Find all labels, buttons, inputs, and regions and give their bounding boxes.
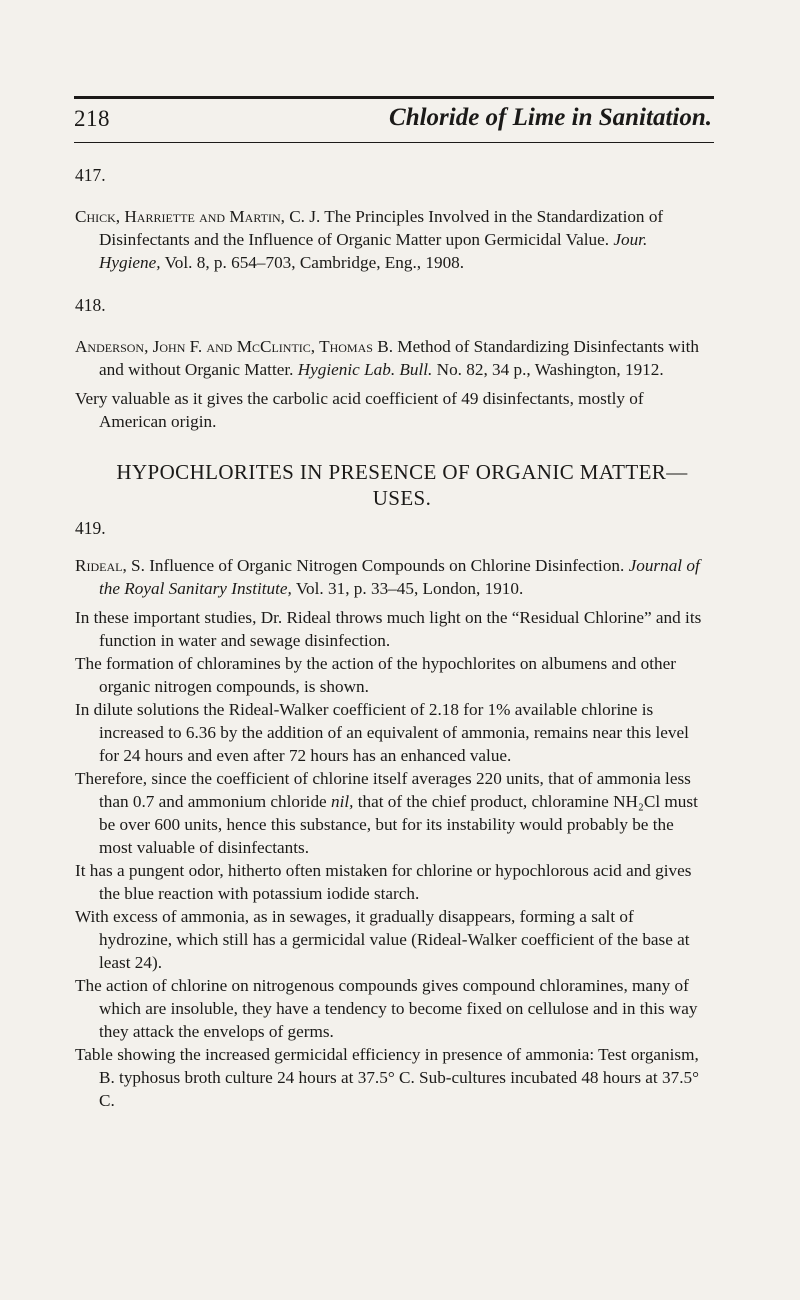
entry-number: 418. (75, 295, 106, 315)
entry-title: Method of Standardizing Disinfectants with and without Organic Matter. (99, 337, 699, 379)
paragraph: With excess of ammonia, as in sewages, it gradually disappears, forming a salt of hydrozine, which still has a germicidal value (Rideal-Walker coefficient of the base at least 24). (75, 907, 690, 972)
paragraph-text: Therefore, since the coefficient of chlorine itself averages 220 units, that of ammonia less than 0.7 and ammonium chloride (75, 769, 691, 811)
page-header (74, 100, 714, 140)
entry-authors: Chick, Harriette and Martin, C. J. (75, 207, 321, 226)
entry-title: Influence of Organic Nitrogen Compounds on Chlorine Disinfection. (149, 556, 625, 575)
entry-note: Very valuable as it gives the carbolic acid coefficient of 49 disinfectants, mostly of American origin. (75, 389, 644, 431)
paragraph: The formation of chloramines by the action of the hypochlorites on albumens and other organic nitrogen compounds, is shown. (75, 654, 676, 696)
entry-authors: Rideal, S. (75, 556, 145, 575)
entry-journal: Journal of the Royal Sanitary Institute, (99, 556, 700, 598)
paragraph: In dilute solutions the Rideal-Walker coefficient of 2.18 for 1% available chlorine is increased to 6.36 by the addition of an equivalent of ammonia, remains near this level for 24 hours and even after 72 hours has an enhanced value. (75, 700, 689, 765)
bibliography-entry (75, 335, 711, 381)
paragraph-italic: nil, (330, 792, 354, 811)
entry-number: 417. (75, 165, 106, 185)
running-title: Chloride of Lime in Sanitation. (389, 104, 712, 131)
page-body (75, 150, 711, 1112)
entry-authors: Anderson, John F. and McClintic, Thomas B. (75, 337, 393, 356)
paragraph: Table showing the increased germicidal efficiency in presence of ammonia: Test organism, B. typhosus broth culture 24 hours at 37.5° C. Sub-cultures incubated 48 hours at 37.5° C. (75, 1045, 699, 1110)
section-heading: HYPOCHLORITES IN PRESENCE OF ORGANIC MATTER—USES. (116, 460, 688, 510)
page-number: 218 (74, 106, 110, 131)
paragraph: It has a pungent odor, hitherto often mistaken for chlorine or hypochlorous acid and gives the blue reaction with potassium iodide starch. (75, 861, 692, 903)
header-rule-thin (74, 142, 714, 143)
entry-number: 419. (75, 518, 106, 538)
entry-details: No. 82, 34 p., Washington, 1912. (436, 360, 664, 379)
entry-details: Vol. 8, p. 654–703, Cambridge, Eng., 1908. (164, 253, 465, 272)
bibliography-entry (75, 554, 711, 600)
entry-journal: Hygienic Lab. Bull. (297, 360, 433, 379)
paragraph: In these important studies, Dr. Rideal throws much light on the “Residual Chlorine” and its function in water and sewage disinfection. (75, 608, 702, 650)
bibliography-entry (75, 205, 711, 274)
entry-details: Vol. 31, p. 33–45, London, 1910. (295, 579, 524, 598)
paragraph: The action of chlorine on nitrogenous compounds gives compound chloramines, many of which are insoluble, they have a tendency to become fixed on cellulose and in this way they attack the envelops of germs. (75, 976, 698, 1041)
header-rule-thick (74, 96, 714, 99)
paragraph (75, 767, 711, 859)
entry-title: The Principles Involved in the Standardization of Disinfectants and the Influence of Organic Matter upon Germicidal Value. (99, 207, 664, 249)
paragraph-text: that of the chief product, chloramine NH₂Cl must be over 600 units, hence this substance, but for its instability would probably be the most valuable of disinfectants. (99, 792, 698, 857)
entry-journal: Jour. Hygiene, (99, 230, 648, 272)
